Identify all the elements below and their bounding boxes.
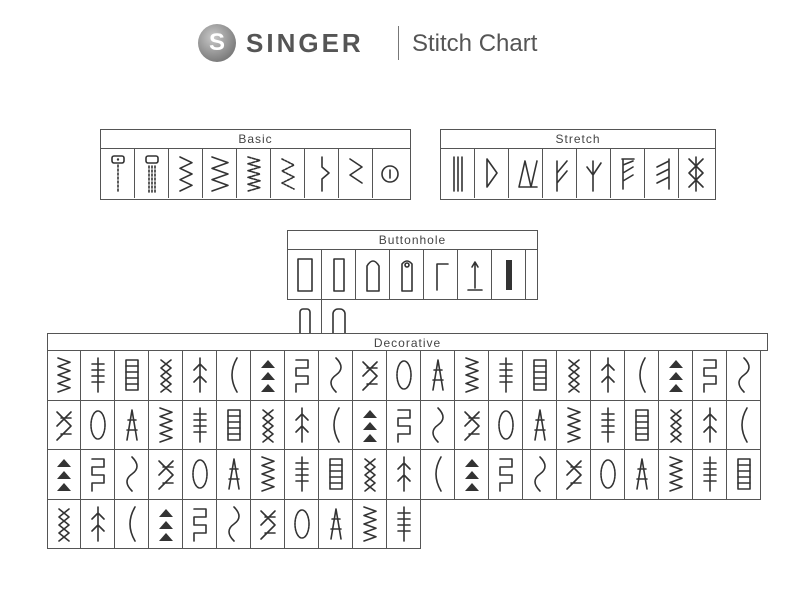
three-step-zigzag-stitch-icon <box>273 153 303 195</box>
standard-buttonhole-icon <box>290 254 320 296</box>
stitch-cell <box>645 149 679 198</box>
stitch-cell <box>455 401 489 451</box>
singer-logo <box>198 24 236 62</box>
dec-54-icon <box>423 453 453 495</box>
dec-36-icon <box>525 404 555 446</box>
stitch-cell <box>47 500 81 550</box>
stitch-cell <box>373 149 407 198</box>
dec-13-icon <box>457 354 487 396</box>
dec-19-icon <box>661 354 691 396</box>
stitch-cell <box>591 351 625 401</box>
stitch-cell <box>727 401 761 451</box>
stitch-cell <box>577 149 611 198</box>
stitch-cell <box>387 401 421 451</box>
stitch-cell <box>625 450 659 500</box>
stitch-cell <box>353 450 387 500</box>
stitch-cell <box>285 351 319 401</box>
page-title: Stitch Chart <box>412 30 538 57</box>
stitch-cell <box>288 250 322 299</box>
stitch-cell <box>81 450 115 500</box>
dec-51-icon <box>321 453 351 495</box>
dec-05-icon <box>185 354 215 396</box>
stitch-cell <box>251 401 285 451</box>
dec-65-icon <box>83 503 113 545</box>
dec-10-icon <box>355 354 385 396</box>
dec-52-icon <box>355 453 385 495</box>
dec-71-icon <box>287 503 317 545</box>
stitch-cell <box>387 351 421 401</box>
stitch-cell <box>387 450 421 500</box>
stitch-cell <box>387 500 421 550</box>
stitch-cell <box>169 149 203 198</box>
dec-11-icon <box>389 354 419 396</box>
stitch-cell <box>319 450 353 500</box>
round-buttonhole-icon <box>392 254 422 296</box>
stitch-cell <box>217 401 251 451</box>
dec-62-icon <box>695 453 725 495</box>
dec-45-icon <box>117 453 147 495</box>
stitch-cell <box>693 401 727 451</box>
stitch-cell <box>659 401 693 451</box>
dec-34-icon <box>457 404 487 446</box>
dec-50-icon <box>287 453 317 495</box>
stitch-cell <box>115 500 149 550</box>
keyhole-buttonhole-icon <box>358 254 388 296</box>
stitch-cell <box>115 401 149 451</box>
stitch-cell <box>217 500 251 550</box>
dec-08-icon <box>287 354 317 396</box>
dec-37-icon <box>559 404 589 446</box>
stitch-cell <box>271 149 305 198</box>
bartack-stitch-icon <box>426 254 456 296</box>
dec-48-icon <box>219 453 249 495</box>
logo-letter: S <box>208 29 225 56</box>
stitch-cell <box>543 149 577 198</box>
stitch-cell <box>115 450 149 500</box>
stitch-cell <box>727 351 761 401</box>
stitch-cell <box>727 450 761 500</box>
stitch-cell <box>523 351 557 401</box>
buttonhole-section-title: Buttonhole <box>288 231 537 250</box>
dec-02-icon <box>83 354 113 396</box>
stitch-cell <box>441 149 475 198</box>
stitch-cell <box>183 450 217 500</box>
stitch-cell <box>625 351 659 401</box>
stitch-cell <box>203 149 237 198</box>
dec-56-icon <box>491 453 521 495</box>
triple-straight-stitch-icon <box>137 153 167 195</box>
stretch-stitch-grid <box>441 149 715 198</box>
dec-73-icon <box>355 503 385 545</box>
stitch-cell <box>115 351 149 401</box>
stitch-cell <box>421 401 455 451</box>
dec-58-icon <box>559 453 589 495</box>
stitch-cell <box>217 351 251 401</box>
stitch-cell <box>353 401 387 451</box>
stitch-cell <box>101 149 135 198</box>
basic-section <box>100 129 411 200</box>
stitch-cell <box>135 149 169 198</box>
stitch-cell <box>458 250 492 299</box>
stitch-cell <box>591 450 625 500</box>
stretch-section <box>440 129 716 200</box>
stitch-cell <box>557 450 591 500</box>
stitch-cell <box>489 401 523 451</box>
dec-25-icon <box>151 404 181 446</box>
dec-41-icon <box>695 404 725 446</box>
stitch-cell <box>237 149 271 198</box>
stitch-cell <box>353 500 387 550</box>
dec-28-icon <box>253 404 283 446</box>
zigzag-wide-stitch-icon <box>205 153 235 195</box>
stitch-cell <box>390 250 424 299</box>
dec-06-icon <box>219 354 249 396</box>
stitch-cell <box>285 450 319 500</box>
dec-61-icon <box>661 453 691 495</box>
dec-69-icon <box>219 503 249 545</box>
feather-stitch-icon <box>545 153 575 195</box>
stitch-cell <box>81 500 115 550</box>
dec-29-icon <box>287 404 317 446</box>
stitch-cell <box>455 351 489 401</box>
dec-09-icon <box>321 354 351 396</box>
stitch-cell <box>217 450 251 500</box>
basic-stitch-grid <box>101 149 410 198</box>
stitch-cell <box>591 401 625 451</box>
stitch-cell <box>421 450 455 500</box>
stitch-cell <box>421 351 455 401</box>
dec-26-icon <box>185 404 215 446</box>
stitch-cell <box>679 149 713 198</box>
stitch-cell <box>251 351 285 401</box>
dec-16-icon <box>559 354 589 396</box>
dec-40-icon <box>661 404 691 446</box>
basic-section-title: Basic <box>101 130 410 149</box>
ladder-stitch-icon <box>647 153 677 195</box>
decorative-section <box>47 333 768 551</box>
stitch-cell <box>81 351 115 401</box>
stretch-section-title: Stretch <box>441 130 715 149</box>
blind-hem-stitch-icon <box>307 153 337 195</box>
dec-23-icon <box>83 404 113 446</box>
honeycomb-stitch-icon <box>681 153 711 195</box>
button-sew-stitch-icon <box>375 153 405 195</box>
rickrack-stitch-icon <box>477 153 507 195</box>
decorative-stitch-grid <box>47 351 768 549</box>
dec-57-icon <box>525 453 555 495</box>
stitch-cell <box>339 149 373 198</box>
dec-42-icon <box>729 404 759 446</box>
stitch-cell <box>47 401 81 451</box>
stitch-cell <box>319 500 353 550</box>
dec-14-icon <box>491 354 521 396</box>
stitch-cell <box>47 450 81 500</box>
stitch-cell <box>183 351 217 401</box>
stitch-cell <box>81 401 115 451</box>
dec-53-icon <box>389 453 419 495</box>
darning-stitch-icon <box>460 254 490 296</box>
dec-07-icon <box>253 354 283 396</box>
stitch-cell <box>611 149 645 198</box>
dec-43-icon <box>49 453 79 495</box>
zigzag-stitch-icon <box>171 153 201 195</box>
stitch-cell <box>475 149 509 198</box>
overlock-stitch-icon <box>613 153 643 195</box>
straight-stitch-icon <box>103 153 133 195</box>
dec-20-icon <box>695 354 725 396</box>
stitch-cell <box>353 351 387 401</box>
dec-12-icon <box>423 354 453 396</box>
dec-68-icon <box>185 503 215 545</box>
dec-55-icon <box>457 453 487 495</box>
dec-27-icon <box>219 404 249 446</box>
eyelet-bar-icon <box>494 254 524 296</box>
dec-63-icon <box>729 453 759 495</box>
stitch-cell <box>149 500 183 550</box>
dec-01-icon <box>49 354 79 396</box>
stitch-cell <box>693 351 727 401</box>
dec-21-icon <box>729 354 759 396</box>
stitch-cell <box>625 401 659 451</box>
stitch-cell <box>183 401 217 451</box>
multi-zigzag-stitch-icon <box>239 153 269 195</box>
stitch-cell <box>149 351 183 401</box>
stitch-cell <box>319 401 353 451</box>
stitch-cell <box>47 351 81 401</box>
dec-15-icon <box>525 354 555 396</box>
dec-70-icon <box>253 503 283 545</box>
stitch-cell <box>489 351 523 401</box>
dec-66-icon <box>117 503 147 545</box>
dec-33-icon <box>423 404 453 446</box>
stitch-cell <box>319 351 353 401</box>
stretch-blind-hem-stitch-icon <box>341 153 371 195</box>
buttonhole-section <box>287 230 538 300</box>
stitch-cell <box>523 450 557 500</box>
stitch-cell <box>557 351 591 401</box>
dec-35-icon <box>491 404 521 446</box>
dec-04-icon <box>151 354 181 396</box>
dec-18-icon <box>627 354 657 396</box>
dec-72-icon <box>321 503 351 545</box>
stitch-cell <box>251 450 285 500</box>
dec-03-icon <box>117 354 147 396</box>
narrow-buttonhole-icon <box>324 254 354 296</box>
elastic-overlock-stitch-icon <box>579 153 609 195</box>
dec-59-icon <box>593 453 623 495</box>
dec-47-icon <box>185 453 215 495</box>
dec-46-icon <box>151 453 181 495</box>
dec-24-icon <box>117 404 147 446</box>
dec-67-icon <box>151 503 181 545</box>
stitch-cell <box>659 450 693 500</box>
stitch-cell <box>305 149 339 198</box>
dec-74-icon <box>389 503 419 545</box>
stitch-cell <box>149 401 183 451</box>
stitch-cell <box>285 500 319 550</box>
stitch-cell <box>557 401 591 451</box>
stitch-cell <box>183 500 217 550</box>
stitch-cell <box>285 401 319 451</box>
dec-60-icon <box>627 453 657 495</box>
stitch-cell <box>489 450 523 500</box>
stitch-cell <box>492 250 526 299</box>
stitch-cell <box>659 351 693 401</box>
stitch-cell <box>322 250 356 299</box>
stitch-cell <box>149 450 183 500</box>
dec-44-icon <box>83 453 113 495</box>
dec-64-icon <box>49 503 79 545</box>
dec-39-icon <box>627 404 657 446</box>
header <box>0 22 800 66</box>
dec-49-icon <box>253 453 283 495</box>
header-divider <box>398 26 399 60</box>
stitch-cell <box>251 500 285 550</box>
dec-31-icon <box>355 404 385 446</box>
stitch-cell <box>523 401 557 451</box>
triple-straight-stretch-icon <box>443 153 473 195</box>
dec-17-icon <box>593 354 623 396</box>
stitch-cell <box>455 450 489 500</box>
stitch-cell <box>693 450 727 500</box>
decorative-section-title: Decorative <box>47 333 768 351</box>
stitch-cell <box>424 250 458 299</box>
dec-30-icon <box>321 404 351 446</box>
stitch-cell <box>509 149 543 198</box>
brand-name: SINGER <box>246 28 364 58</box>
triple-zigzag-stitch-icon <box>511 153 541 195</box>
dec-32-icon <box>389 404 419 446</box>
dec-22-icon <box>49 404 79 446</box>
dec-38-icon <box>593 404 623 446</box>
stitch-cell <box>356 250 390 299</box>
